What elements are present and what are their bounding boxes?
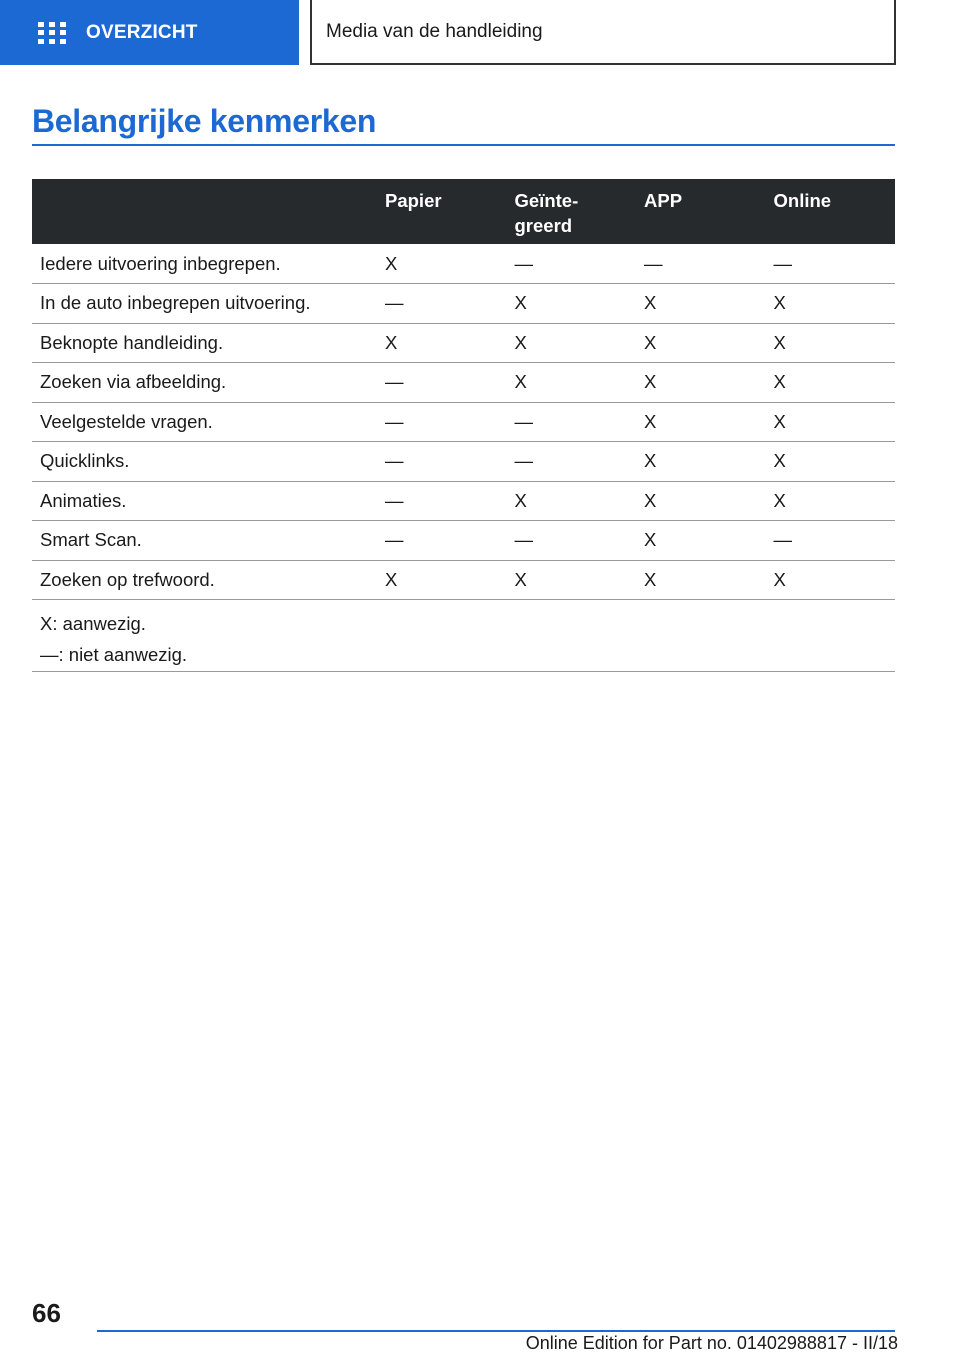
availability-cell: X — [636, 284, 766, 324]
legend-line: —: niet aanwezig. — [40, 644, 188, 665]
availability-cell: X — [766, 284, 896, 324]
title-divider — [32, 144, 895, 146]
table-row — [32, 481, 895, 521]
availability-cell: — — [377, 521, 507, 561]
section-title: Media van de handleiding — [310, 0, 896, 65]
footer-divider — [97, 1330, 895, 1332]
availability-cell: — — [507, 402, 637, 442]
availability-cell: X — [766, 402, 896, 442]
page-title: Belangrijke kenmerken — [32, 103, 377, 139]
table-row — [32, 323, 895, 363]
legend-line: X: aanwezig. — [40, 613, 146, 634]
feature-name-cell: Beknopte handleiding. — [32, 323, 377, 363]
table-row — [32, 521, 895, 561]
availability-cell: X — [507, 560, 637, 600]
feature-name-cell: Zoeken op trefwoord. — [32, 560, 377, 600]
availability-cell: — — [507, 521, 637, 561]
table-legend-row — [32, 600, 895, 672]
availability-cell: X — [507, 481, 637, 521]
table-header-cell — [32, 179, 377, 244]
table-header-cell: Online — [766, 179, 896, 244]
feature-name-cell: Quicklinks. — [32, 442, 377, 482]
availability-cell: X — [636, 442, 766, 482]
availability-cell: X — [636, 363, 766, 403]
availability-cell: X — [766, 363, 896, 403]
overview-tab[interactable] — [0, 0, 299, 65]
availability-cell: — — [377, 442, 507, 482]
availability-cell: — — [766, 521, 896, 561]
availability-cell: X — [507, 284, 637, 324]
table-row — [32, 284, 895, 324]
table-row — [32, 402, 895, 442]
feature-name-cell: Animaties. — [32, 481, 377, 521]
availability-cell: X — [636, 402, 766, 442]
availability-cell: — — [377, 402, 507, 442]
table-row — [32, 363, 895, 403]
legend-cell — [32, 600, 895, 672]
availability-cell: — — [377, 284, 507, 324]
table-row — [32, 442, 895, 482]
footer-edition-text: Online Edition for Part no. 01402988817 - II/18 — [525, 1333, 898, 1353]
table-header-cell: Geïnte- greerd — [507, 179, 637, 244]
availability-cell: X — [377, 323, 507, 363]
overview-tab-label: OVERZICHT — [86, 21, 198, 43]
availability-cell: X — [507, 323, 637, 363]
table-row — [32, 560, 895, 600]
availability-cell: X — [636, 560, 766, 600]
availability-cell: X — [636, 521, 766, 561]
availability-cell: X — [766, 560, 896, 600]
grid-menu-icon — [38, 22, 66, 44]
table-header-cell: APP — [636, 179, 766, 244]
availability-cell: X — [636, 323, 766, 363]
availability-cell: X — [377, 244, 507, 284]
availability-cell: X — [766, 442, 896, 482]
availability-cell: X — [377, 560, 507, 600]
feature-name-cell: Smart Scan. — [32, 521, 377, 561]
table-header-row — [32, 179, 895, 244]
feature-name-cell: Zoeken via afbeelding. — [32, 363, 377, 403]
availability-cell: — — [766, 244, 896, 284]
availability-cell: — — [507, 442, 637, 482]
availability-cell: X — [507, 363, 637, 403]
page-number: 66 — [32, 1298, 61, 1328]
feature-name-cell: Veelgestelde vragen. — [32, 402, 377, 442]
availability-cell: X — [766, 323, 896, 363]
availability-cell: X — [636, 481, 766, 521]
table-header-cell: Papier — [377, 179, 507, 244]
feature-name-cell: In de auto inbegrepen uitvoering. — [32, 284, 377, 324]
availability-cell: X — [766, 481, 896, 521]
availability-cell: — — [377, 363, 507, 403]
availability-cell: — — [507, 244, 637, 284]
availability-cell: — — [377, 481, 507, 521]
feature-name-cell: Iedere uitvoering inbegrepen. — [32, 244, 377, 284]
availability-cell: — — [636, 244, 766, 284]
features-table — [32, 179, 895, 672]
table-row — [32, 244, 895, 284]
